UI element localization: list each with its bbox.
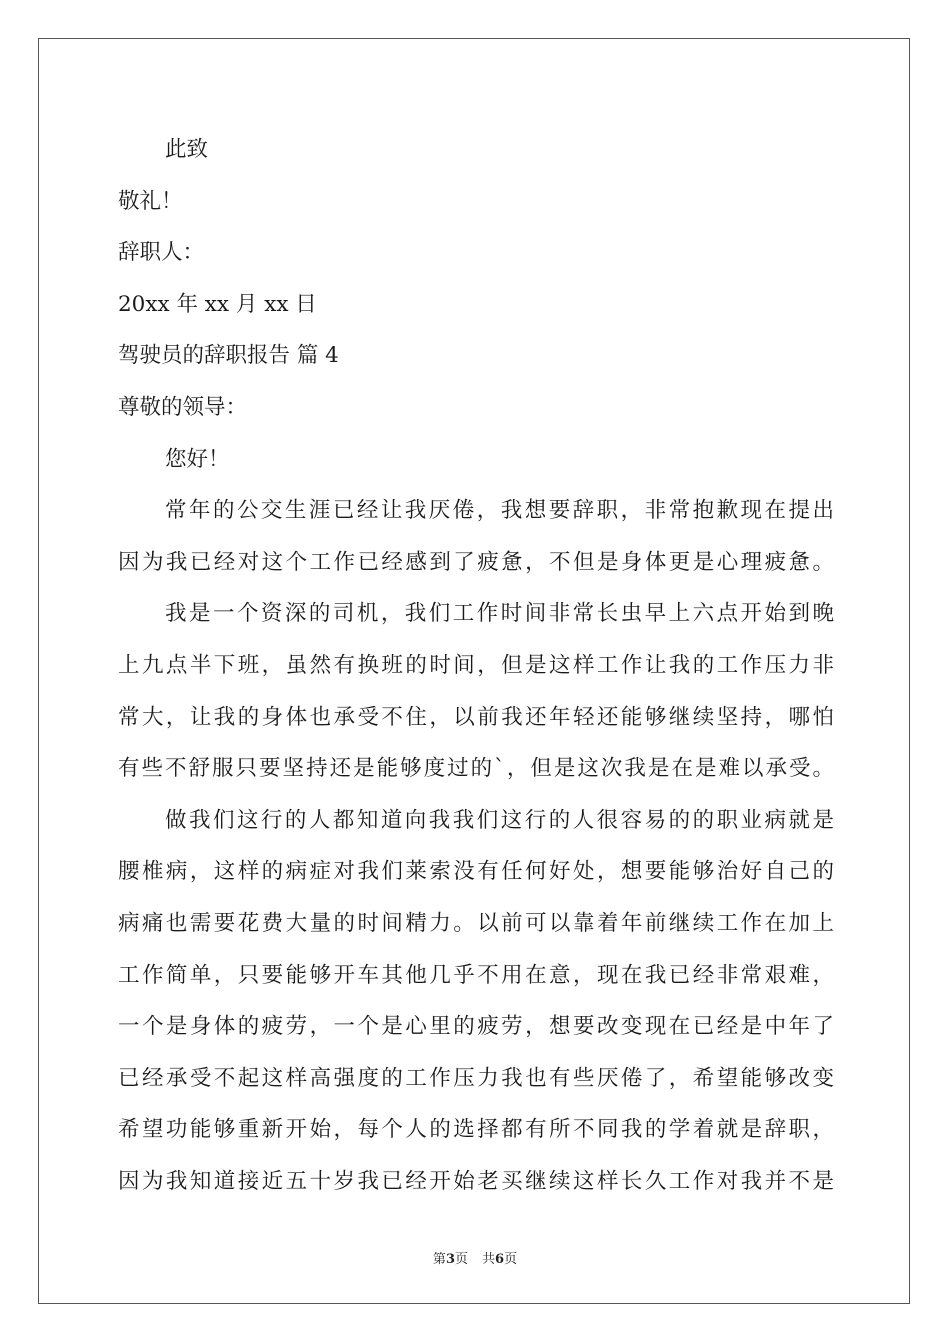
- total-suffix: 页: [504, 1252, 518, 1267]
- text-line: 我是一个资深的司机，我们工作时间非常长虫早上六点开始到晚: [165, 601, 834, 627]
- text-line: 因为我已经对这个工作已经感到了疲惫，不但是身体更是心理疲惫。: [118, 549, 834, 575]
- current-page-number: 3: [445, 1252, 455, 1267]
- text-line: 做我们这行的人都知道向我我们这行的人很容易的的职业病就是: [165, 807, 834, 833]
- page-footer: [0, 1248, 950, 1267]
- text-line: 辞职人：: [118, 240, 205, 266]
- text-line: 敬礼！: [118, 188, 183, 214]
- page-suffix: 页: [454, 1252, 468, 1267]
- text-line: 上九点半下班，虽然有换班的时间，但是这样工作让我的工作压力非: [118, 652, 834, 678]
- page-prefix: 第: [432, 1252, 446, 1267]
- text-line: 工作简单，只要能够开车其他几乎不用在意，现在我已经非常艰难，: [118, 962, 834, 988]
- text-line: 因为我知道接近五十岁我已经开始老买继续这样长久工作对我并不是: [118, 1168, 834, 1194]
- text-line: 常年的公交生涯已经让我厌倦，我想要辞职，非常抱歉现在提出: [165, 498, 834, 524]
- text-line: 病痛也需要花费大量的时间精力。以前可以靠着年前继续工作在加上: [118, 910, 834, 936]
- text-line: 常大，让我的身体也承受不住，以前我还年轻还能够继续坚持，哪怕: [118, 704, 834, 730]
- total-prefix: 共: [482, 1252, 496, 1267]
- document-body: [118, 124, 834, 1207]
- text-line: 腰椎病，这样的病症对我们莱索没有任何好处，想要能够治好自己的: [118, 859, 834, 885]
- text-line: 此致: [165, 137, 209, 162]
- text-line: 希望功能够重新开始，每个人的选择都有所不同我的学着就是辞职，: [118, 1117, 834, 1143]
- total-page-number: 6: [495, 1252, 505, 1267]
- text-line: 驾驶员的辞职报告 篇 4: [118, 343, 339, 369]
- text-line: 已经承受不起这样高强度的工作压力我也有些厌倦了，希望能够改变: [118, 1065, 834, 1091]
- text-line: 您好！: [165, 446, 230, 472]
- text-line: 尊敬的领导：: [118, 394, 248, 420]
- text-line: 一个是身体的疲劳，一个是心里的疲劳，想要改变现在已经是中年了: [118, 1014, 834, 1040]
- text-line: 20xx 年 xx 月 xx 日: [118, 291, 317, 317]
- text-line: 有些不舒服只要坚持还是能够度过的`，但是这次我是在是难以承受。: [118, 756, 834, 782]
